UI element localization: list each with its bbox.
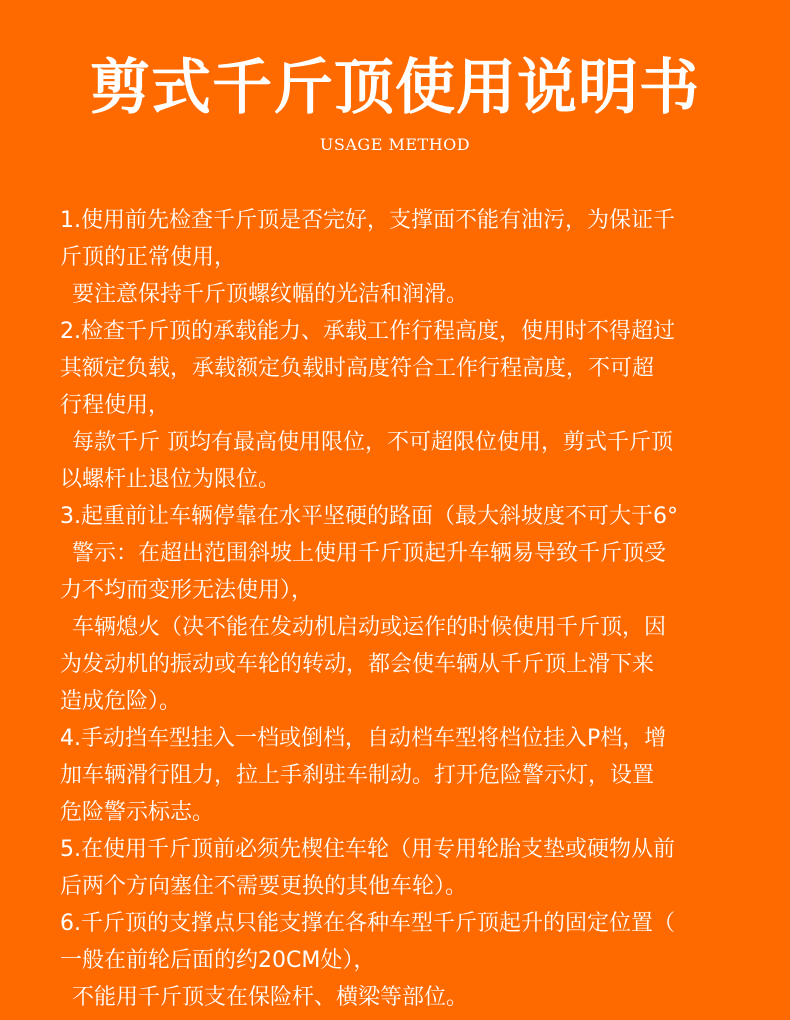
instruction-line: 要注意保持千斤顶螺纹幅的光洁和润滑。 xyxy=(72,282,469,307)
instruction-line: 每款千斤 顶均有最高使用限位，不可超限位使用，剪式千斤顶 xyxy=(72,430,673,455)
instruction-line: 一般在前轮后面的约20CM处）， xyxy=(60,948,376,973)
instruction-line: 以螺杆止退位为限位。 xyxy=(60,467,281,492)
page-subtitle: USAGE METHOD xyxy=(319,135,471,154)
instruction-line: 其额定负载，承载额定负载时高度符合工作行程高度，不可超 xyxy=(60,356,655,381)
instruction-line: 不能用千斤顶支在保险杆、横梁等部位。 xyxy=(72,985,469,1010)
instruction-line: 斤顶的正常使用， xyxy=(60,245,237,270)
instruction-line: 后两个方向塞住不需要更换的其他车轮）。 xyxy=(60,874,468,899)
instruction-line: 6.千斤顶的支撑点只能支撑在各种车型千斤顶起升的固定位置（ xyxy=(60,911,675,936)
instruction-line: 2.检查千斤顶的承载能力、承载工作行程高度，使用时不得超过 xyxy=(60,319,675,344)
instruction-line: 行程使用， xyxy=(60,393,171,418)
instruction-body xyxy=(60,202,736,1016)
instruction-line: 危险警示标志。 xyxy=(60,800,215,825)
instruction-line: 加车辆滑行阻力，拉上手刹驻车制动。打开危险警示灯，设置 xyxy=(60,763,655,788)
instruction-line: 4.手动挡车型挂入一档或倒档，自动档车型将档位挂入P档，增 xyxy=(60,726,667,751)
instruction-line: 3.起重前让车辆停靠在水平坚硬的路面（最大斜坡度不可大于6° xyxy=(60,504,678,529)
instruction-line: 警示：在超出范围斜坡上使用千斤顶起升车辆易导致千斤顶受 xyxy=(72,541,667,566)
instruction-line: 造成危险）。 xyxy=(60,689,182,714)
instruction-line: 力不均而变形无法使用）， xyxy=(60,578,314,603)
instruction-line: 1.使用前先检查千斤顶是否完好，支撑面不能有油污，为保证千 xyxy=(60,208,675,233)
instruction-line: 为发动机的振动或车轮的转动，都会使车辆从千斤顶上滑下来 xyxy=(60,652,655,677)
instruction-line: 车辆熄火（决不能在发动机启动或运作的时候使用千斤顶，因 xyxy=(72,615,667,640)
instruction-line: 5.在使用千斤顶前必须先楔住车轮（用专用轮胎支垫或硬物从前 xyxy=(60,837,675,862)
page-title: 剪式千斤顶使用说明书 xyxy=(90,53,700,123)
